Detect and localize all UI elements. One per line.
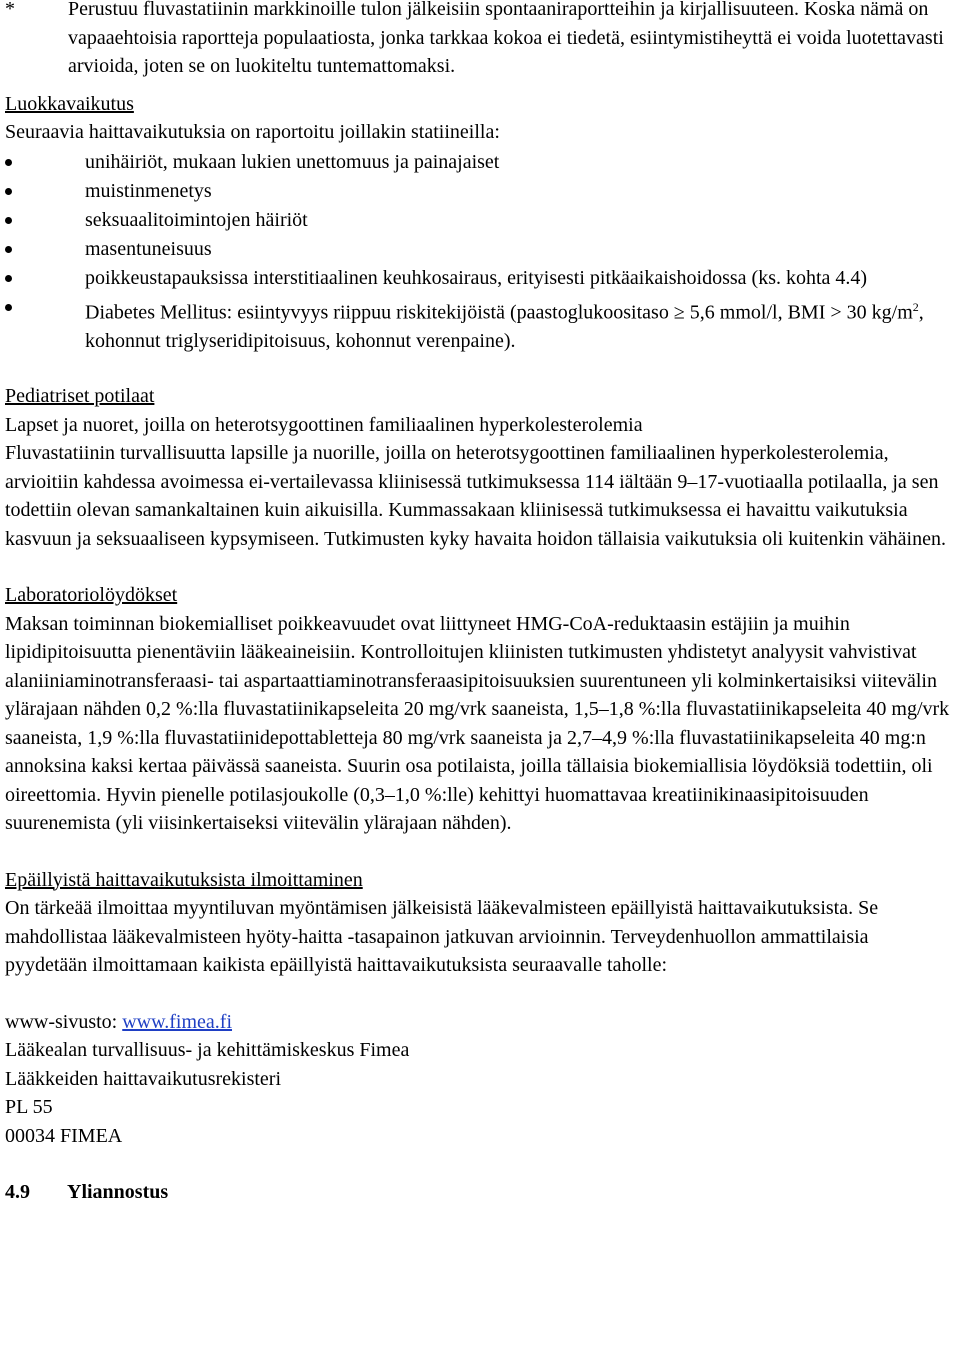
class-effect-section <box>5 90 955 357</box>
lab-section <box>5 581 955 838</box>
reporting-paragraph: On tärkeää ilmoittaa myyntiluvan myöntämisen jälkeisistä lääkevalmisteen epäillyistä haittavaikutuksista. Se mahdollistaa lääkevalmisteen hyöty-haitta -tasapainon jatkuvan arvioinnin. Terveydenhuollon ammattilaisia pyydetään ilmoittamaan kaikista epäillyistä haittavaikutuksista seuraavalle taholle: <box>5 897 879 977</box>
list-item: masentuneisuus <box>5 235 955 264</box>
class-effect-heading: Luokkavaikutus <box>5 92 134 115</box>
footnote-text: Perustuu fluvastatiinin markkinoille tulon jälkeisiin spontaaniraportteihin ja kirjallisuuteen. Koska nämä on vapaaehtoisia raportteja populaatiosta, jonka tarkkaa kokoa ei tiedetä, esiintymistiheyttä ei voida luotettavasti arvioida, joten se on luokiteltu tuntemattomaksi. <box>68 0 944 77</box>
lab-paragraph: Maksan toiminnan biokemialliset poikkeavuudet ovat liittyneet HMG-CoA-reduktaasin estäjiin ja muihin lipidipitoisuutta pienentäviin lääkeaineisiin. Kontrolloitujen kliinisten tutkimusten yhdistetyt analyysit vahvistivat alaniiniaminotransferaasi- tai aspartaattiaminotransferaasipitoisuuksien suurentuneen yli kolminkertaisiksi viitevälin ylärajaan nähden 0,2 %:lla fluvastatiinikapseleita 20 mg/vrk saaneista, 1,5–1,8 %:lla fluvastatiinikapseleita 40 mg/vrk saaneista, 1,9 %:lla fluvastatiinidepottabletteja 80 mg/vrk saaneista ja 2,7–4,9 %:lla fluvastatiinikapseleita 40 mg:n annoksina kaksi kertaa päivässä saaneista. Suurin osa potilaista, joilla tällaisia biokemiallisia löydöksiä todettiin, oli oireettomia. Hyvin pienelle potilasjoukolle (0,3–1,0 %:lle) kehittyi huomattavaa kreatiinikinaasipitoisuuden suurenemista (yli viisinkertaiseksi viitevälin ylärajaan nähden). <box>5 612 950 835</box>
bullet-icon <box>5 217 12 224</box>
fimea-link[interactable]: www.fimea.fi <box>122 1010 233 1033</box>
section-number: 4.9 <box>5 1181 30 1204</box>
address-line: 00034 FIMEA <box>5 1124 123 1147</box>
reporting-heading: Epäillyistä haittavaikutuksista ilmoittaminen <box>5 868 363 891</box>
section-title: Yliannostus <box>67 1181 169 1204</box>
list-item: seksuaalitoimintojen häiriöt <box>5 206 955 235</box>
reporting-website <box>5 1008 955 1037</box>
bullet-icon <box>5 188 12 195</box>
reporting-section <box>5 866 955 1151</box>
list-item: poikkeustapauksissa interstitiaalinen keuhkosairaus, erityisesti pitkäaikaishoidossa (ks. kohta 4.4) <box>5 264 955 293</box>
lab-heading: Laboratoriolöydökset <box>5 584 178 607</box>
list-item: muistinmenetys <box>5 177 955 206</box>
address-line: PL 55 <box>5 1096 53 1119</box>
footnote-mark: * <box>5 0 15 20</box>
website-label: www-sivusto: <box>5 1010 123 1033</box>
bullet-icon <box>5 246 12 253</box>
address-line: Lääkealan turvallisuus- ja kehittämiskeskus Fimea <box>5 1039 410 1062</box>
class-effect-intro: Seuraavia haittavaikutuksia on raportoitu joillakin statiineilla: <box>5 121 500 143</box>
document-page <box>5 0 955 1207</box>
list-item: unihäiriöt, mukaan lukien unettomuus ja painajaiset <box>5 148 955 177</box>
bullet-icon <box>5 304 12 311</box>
bullet-icon <box>5 275 12 282</box>
address-line: Lääkkeiden haittavaikutusrekisteri <box>5 1067 282 1090</box>
pediatric-heading: Pediatriset potilaat <box>5 385 155 408</box>
pediatric-paragraph: Fluvastatiinin turvallisuutta lapsille ja nuorille, joilla on heterotsygoottinen familiaalinen hyperkolesterolemia, arvioitiin kahdessa avoimessa ei-vertailevassa kliinisessä tutkimuksessa 114 iältään 9–17-vuotiaalla potilaalla, ja sen todettiin olevan samankaltainen kuin aikuisilla. Kummassakaan kliinisessä tutkimuksessa ei havaittu vaikutuksia kasvuun ja seksuaaliseen kypsymiseen. Tutkimusten kyky havaita hoidon tällaisia vaikutuksia oli kuitenkin vähäinen. <box>5 442 946 550</box>
list-item-diabetes: Diabetes Mellitus: esiintyvyys riippuu riskitekijöistä (paastoglukoositaso ≥ 5,6 mmol/l, BMI > 30 $kg/m^2$, kohonnut triglyseridipitoisuus, kohonnut verenpaine). <box>5 293 955 357</box>
section-heading-overdose <box>5 1178 955 1207</box>
pediatric-subheading: Lapset ja nuoret, joilla on heterotsygoottinen familiaalinen hyperkolesterolemia <box>5 413 643 436</box>
class-effect-list <box>5 148 955 357</box>
pediatric-section <box>5 382 955 553</box>
bullet-icon <box>5 159 12 166</box>
footnote <box>5 0 955 81</box>
